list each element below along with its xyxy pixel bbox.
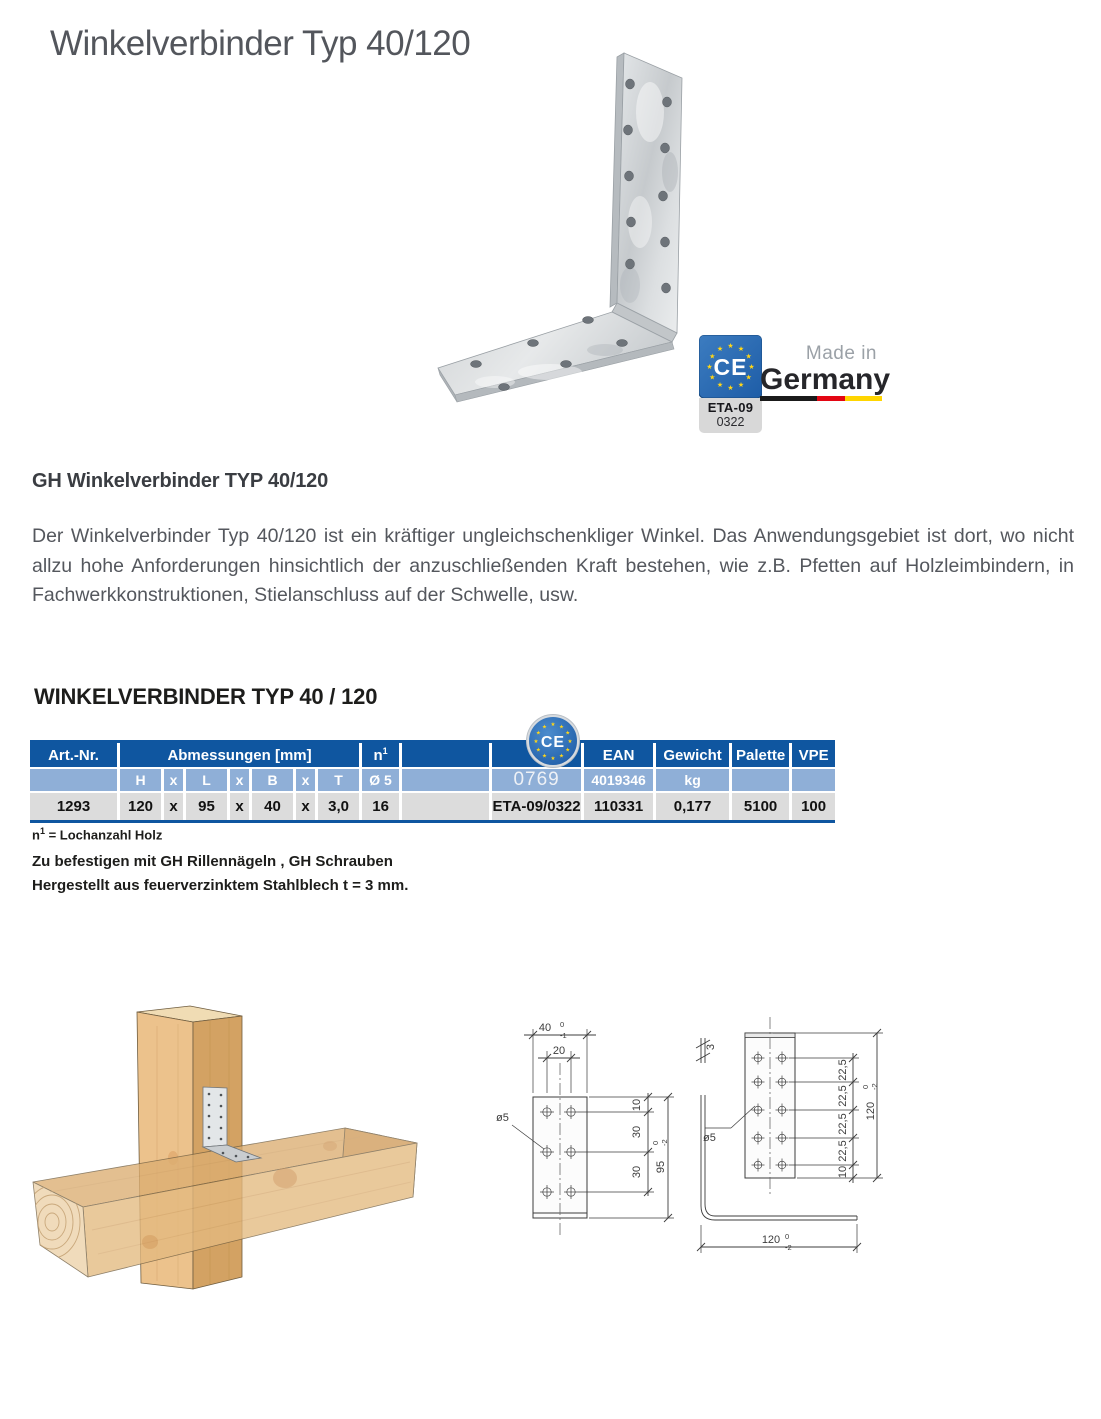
bracket-vertical-leg (610, 53, 682, 333)
page-title: Winkelverbinder Typ 40/120 (50, 24, 471, 63)
svg-text:★: ★ (565, 747, 571, 754)
product-photo-angle-bracket (400, 50, 713, 430)
col-abmessungen: Abmessungen [mm] (120, 743, 362, 769)
dim-height-tol-top: 0 (861, 1084, 870, 1089)
cell-palette: 5100 (732, 793, 792, 820)
svg-text:★: ★ (550, 722, 556, 728)
subcol-x2: x (230, 769, 252, 793)
table-heading: WINKELVERBINDER TYP 40 / 120 (34, 684, 378, 709)
germany-text: Germany (760, 363, 891, 396)
svg-text:★: ★ (542, 724, 547, 731)
col-palette: Palette (732, 743, 792, 769)
cell-n: 16 (362, 793, 402, 820)
subcol-b: B (252, 769, 296, 793)
tech-drawing-side-view (685, 1005, 900, 1295)
col-vpe: VPE (792, 743, 835, 769)
svg-text:★: ★ (716, 345, 724, 353)
flag-gold-segment (845, 396, 882, 401)
table-footnote: $n^1$ = Lochanzahl Holz (32, 826, 163, 843)
svg-text:★: ★ (727, 343, 734, 350)
svg-text:★: ★ (745, 374, 752, 382)
application-illustration (30, 990, 460, 1415)
eta-code: 0322 (716, 415, 745, 429)
tech-drawing-front-view (488, 1005, 688, 1275)
german-flag-bar (760, 396, 882, 401)
cell-gewicht: 0,177 (656, 793, 732, 820)
subcol-empty (402, 769, 492, 793)
cell-b: 40 (252, 793, 296, 820)
subcol-art-empty (30, 769, 120, 793)
cell-ean: 110331 (584, 793, 656, 820)
subcol-x3: x (296, 769, 318, 793)
flag-black-segment (760, 396, 817, 401)
subcol-t: T (318, 769, 362, 793)
col-ean: EAN (584, 743, 656, 769)
cell-approval: ETA-09/0322 (492, 793, 584, 820)
made-in-germany-logo (760, 343, 891, 401)
dim-length-120: 120 (761, 1234, 781, 1246)
table-header-row-1 (30, 743, 835, 769)
subcol-l: L (186, 769, 230, 793)
cell-vpe: 100 (792, 793, 835, 820)
subcol-h: H (120, 769, 164, 793)
svg-text:★: ★ (567, 739, 573, 745)
svg-text:★: ★ (533, 739, 539, 745)
note-line-2: Hergestellt aus feuerverzinktem Stahlblech t = 3 mm. (32, 877, 409, 894)
svg-text:★: ★ (559, 753, 564, 760)
cell-x1: x (164, 793, 186, 820)
col-gewicht: Gewicht (656, 743, 732, 769)
dim-height-tol-bot: -2 (870, 1083, 879, 1090)
ce-approval-panel (699, 335, 762, 433)
svg-text:★: ★ (716, 382, 724, 390)
dim-seg-22-5-d: 22,5 (837, 1140, 849, 1162)
fastening-notes (32, 850, 408, 898)
ce-round-letters: CE (540, 734, 566, 751)
svg-text:★: ★ (727, 385, 734, 392)
col-artnr: Art.-Nr. (30, 743, 120, 769)
eta-number: ETA-09 (707, 400, 754, 415)
bracket-horizontal-leg (438, 312, 674, 402)
subcol-ean-prefix: 4019346 (584, 769, 656, 793)
dim-length-tol-top: 0 (785, 1232, 790, 1241)
dim-length-tol-bot: -2 (785, 1243, 792, 1252)
subcol-vpe-empty (792, 769, 835, 793)
cell-l: 95 (186, 793, 230, 820)
hole-diameter-label: ø5 (703, 1132, 716, 1144)
dim-row-30a: 30 (631, 1125, 643, 1139)
ce-round-badge-icon (524, 712, 582, 770)
dim-height-120: 120 (865, 1101, 877, 1121)
ce-letters: CE (713, 354, 748, 380)
subcol-unit-kg: kg (656, 769, 732, 793)
dim-thickness: 3 (705, 1043, 717, 1051)
product-data-table (30, 740, 835, 823)
dim-width-tol-top: 0 (560, 1020, 565, 1029)
dim-width-tol-bot: -1 (560, 1031, 567, 1040)
dim-seg-22-5-a: 22,5 (837, 1059, 849, 1081)
svg-text:★: ★ (550, 756, 556, 762)
col-n: $n^1$ (362, 743, 402, 769)
dim-seg-22-5-b: 22,5 (837, 1085, 849, 1107)
dim-edge-10: 10 (631, 1098, 643, 1112)
svg-text:★: ★ (709, 374, 716, 382)
subcol-d5: Ø 5 (362, 769, 402, 793)
ce-mark-icon (699, 335, 762, 398)
svg-text:★: ★ (565, 730, 571, 737)
dim-width: 40 (538, 1022, 552, 1034)
made-in-text: Made in (805, 343, 877, 364)
svg-text:★: ★ (559, 724, 564, 731)
table-data-row (30, 793, 835, 820)
cell-empty (402, 793, 492, 820)
product-heading: GH Winkelverbinder TYP 40/120 (32, 470, 328, 492)
cell-artnr: 1293 (30, 793, 120, 820)
dim-seg-10: 10 (837, 1165, 849, 1179)
dim-total-tol-bot: -2 (660, 1139, 669, 1146)
subcol-palette-empty (732, 769, 792, 793)
col-empty (402, 743, 492, 769)
cell-x3: x (296, 793, 318, 820)
dim-seg-22-5-c: 22,5 (837, 1113, 849, 1135)
svg-text:★: ★ (745, 353, 752, 361)
cell-x2: x (230, 793, 252, 820)
table-header-row-2 (30, 769, 835, 793)
svg-text:★: ★ (709, 353, 716, 361)
svg-text:★: ★ (542, 753, 547, 760)
note-line-1: Zu befestigen mit GH Rillennägeln , GH Schrauben (32, 853, 393, 870)
svg-text:★: ★ (748, 364, 755, 371)
svg-text:★: ★ (535, 730, 541, 737)
subcol-x1: x (164, 769, 186, 793)
svg-text:★: ★ (737, 382, 745, 390)
dim-spacing: 20 (552, 1045, 566, 1057)
eta-approval-label (699, 398, 762, 433)
flag-red-segment (817, 396, 845, 401)
hole-diameter-label: ø5 (496, 1112, 509, 1124)
dim-row-30b: 30 (631, 1165, 643, 1179)
svg-text:★: ★ (535, 747, 541, 754)
dim-total-tol-top: 0 (651, 1140, 660, 1145)
product-description: Der Winkelverbinder Typ 40/120 ist ein kräftiger ungleichschenkliger Winkel. Das Anwendungsgebiet ist dort, wo nicht allzu hohe Anforderungen hinsichtlich der anzuschließenden Kraft bestehen, wie z.B. Pfetten auf Holzleimbindern, in Fachwerkkonstruktionen, Stielanschluss auf der Schwelle, usw. (32, 525, 1074, 606)
cell-t: 3,0 (318, 793, 362, 820)
svg-text:★: ★ (706, 364, 713, 371)
svg-text:★: ★ (737, 345, 745, 353)
subcol-ce-number: 0769 (492, 769, 584, 793)
cell-h: 120 (120, 793, 164, 820)
dim-total-95: 95 (655, 1160, 667, 1174)
